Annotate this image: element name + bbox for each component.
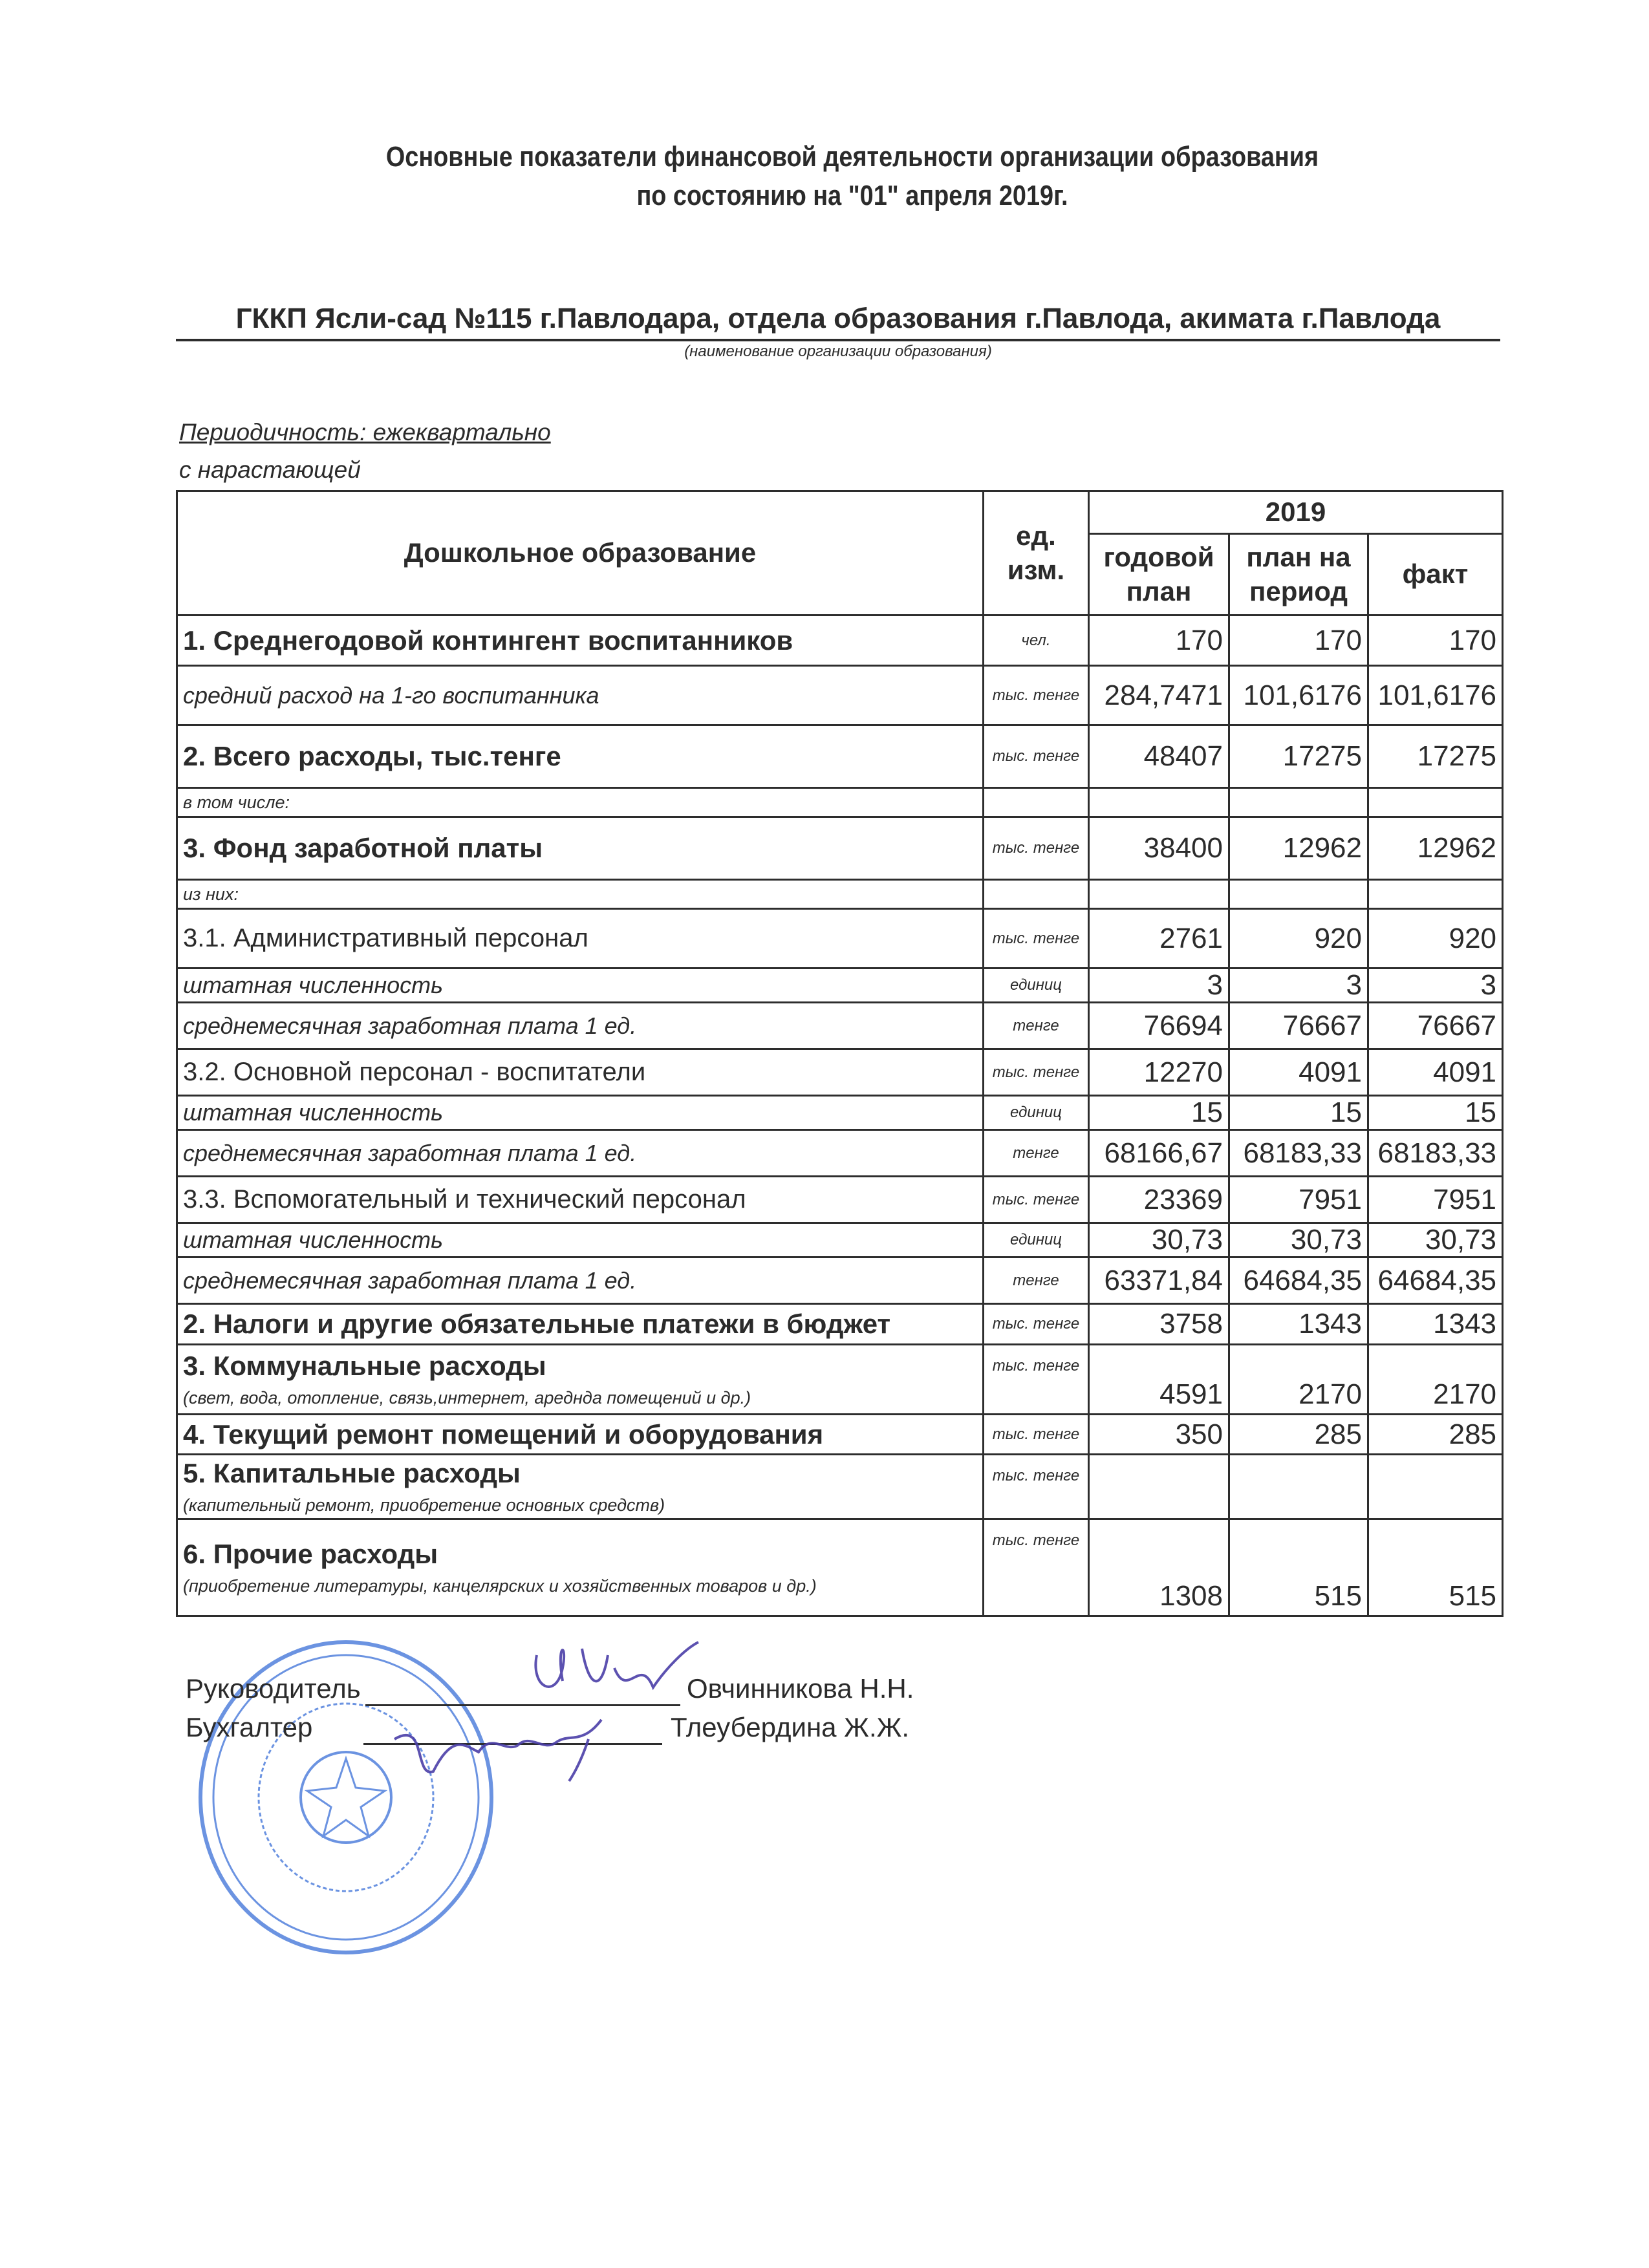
director-role: Руководитель [186, 1673, 361, 1704]
cell-annual-plan: 76694 [1089, 1003, 1229, 1049]
organization-underline [176, 339, 1500, 341]
row-label [177, 1455, 984, 1519]
financial-indicators-table [176, 490, 1503, 1617]
cell-period-plan: 15 [1229, 1096, 1368, 1130]
header-unit: ед. изм. [984, 491, 1089, 615]
cell-actual [1368, 788, 1503, 817]
table-row [177, 725, 1503, 788]
cell-period-plan: 2170 [1229, 1345, 1368, 1415]
cell-actual: 76667 [1368, 1003, 1503, 1049]
row-label [177, 909, 984, 968]
table-row [177, 1223, 1503, 1257]
table-row [177, 1049, 1503, 1096]
row-label-text: среднемесячная заработная плата 1 ед. [183, 1139, 637, 1166]
cell-annual-plan: 15 [1089, 1096, 1229, 1130]
table-row [177, 1455, 1503, 1519]
row-label-text: в том числе: [183, 792, 290, 812]
row-label [177, 1096, 984, 1130]
row-label-text: штатная численность [183, 972, 444, 998]
director-name: Овчинникова Н.Н. [687, 1673, 914, 1704]
header-year: 2019 [1089, 491, 1503, 534]
row-label-text: 5. Капитальные расходы [183, 1458, 521, 1488]
row-label [177, 1003, 984, 1049]
cell-actual: 515 [1368, 1519, 1503, 1616]
cell-annual-plan [1089, 880, 1229, 909]
cell-period-plan: 30,73 [1229, 1223, 1368, 1257]
row-unit [984, 880, 1089, 909]
row-label [177, 968, 984, 1003]
cell-actual: 2170 [1368, 1345, 1503, 1415]
row-unit: тыс. тенге [984, 1519, 1089, 1616]
cell-annual-plan: 30,73 [1089, 1223, 1229, 1257]
cell-period-plan: 7951 [1229, 1177, 1368, 1223]
row-label-text: из них: [183, 884, 239, 904]
row-unit: тенге [984, 1257, 1089, 1304]
row-unit: тенге [984, 1003, 1089, 1049]
accountant-signature-icon [375, 1707, 647, 1784]
row-label [177, 880, 984, 909]
document-title-line-2: по состоянию на "01" апреля 2019г. [636, 180, 1068, 211]
cell-period-plan [1229, 788, 1368, 817]
cell-actual: 101,6176 [1368, 666, 1503, 725]
row-label-text: 2. Всего расходы, тыс.тенге [183, 741, 561, 771]
row-unit: тыс. тенге [984, 666, 1089, 725]
row-label [177, 1519, 984, 1616]
row-label [177, 1304, 984, 1345]
row-unit: тыс. тенге [984, 909, 1089, 968]
row-label-text: 3.1. Административный персонал [183, 924, 588, 952]
cell-actual: 3 [1368, 968, 1503, 1003]
row-sublabel: (приобретение литературы, канцелярских и хозяйственных товаров и др.) [183, 1576, 817, 1596]
cell-period-plan: 101,6176 [1229, 666, 1368, 725]
row-label [177, 1257, 984, 1304]
row-label [177, 1345, 984, 1415]
row-label [177, 666, 984, 725]
table-row [177, 880, 1503, 909]
cell-annual-plan: 38400 [1089, 817, 1229, 880]
header-actual: факт [1368, 534, 1503, 615]
cell-period-plan: 64684,35 [1229, 1257, 1368, 1304]
cell-period-plan: 76667 [1229, 1003, 1368, 1049]
cell-period-plan: 170 [1229, 615, 1368, 666]
table-row [177, 1130, 1503, 1177]
table-row [177, 1304, 1503, 1345]
cell-actual [1368, 1455, 1503, 1519]
table-row [177, 666, 1503, 725]
row-label-text: 1. Среднегодовой контингент воспитанников [183, 625, 793, 656]
row-sublabel: (капительный ремонт, приобретение основных средств) [183, 1495, 665, 1515]
row-label-text: среднемесячная заработная плата 1 ед. [183, 1012, 637, 1039]
table-row [177, 817, 1503, 880]
cell-annual-plan: 63371,84 [1089, 1257, 1229, 1304]
table-row [177, 1519, 1503, 1616]
cell-annual-plan: 48407 [1089, 725, 1229, 788]
periodicity-label: Периодичность: ежеквартально [179, 419, 551, 445]
header-annual-plan: годовой план [1089, 534, 1229, 615]
row-unit: чел. [984, 615, 1089, 666]
row-label-text: штатная численность [183, 1226, 444, 1253]
cell-period-plan [1229, 880, 1368, 909]
cell-period-plan: 4091 [1229, 1049, 1368, 1096]
cell-annual-plan: 1308 [1089, 1519, 1229, 1616]
row-label-text: 3. Коммунальные расходы [183, 1351, 546, 1381]
cell-actual: 920 [1368, 909, 1503, 968]
cell-actual: 15 [1368, 1096, 1503, 1130]
cell-period-plan: 12962 [1229, 817, 1368, 880]
cell-actual [1368, 880, 1503, 909]
row-label [177, 1223, 984, 1257]
row-unit: единиц [984, 1223, 1089, 1257]
table-row [177, 1003, 1503, 1049]
row-label-text: среднемесячная заработная плата 1 ед. [183, 1267, 637, 1294]
table-row [177, 1415, 1503, 1455]
cell-annual-plan: 23369 [1089, 1177, 1229, 1223]
accountant-name: Тлеубердина Ж.Ж. [671, 1712, 910, 1742]
cumulative-label: с нарастающей [179, 456, 361, 483]
cell-actual: 17275 [1368, 725, 1503, 788]
row-unit: тыс. тенге [984, 817, 1089, 880]
row-label-text: 2. Налоги и другие обязательные платежи в бюджет [183, 1309, 891, 1339]
organization-caption: (наименование организации образования) [684, 343, 992, 360]
cell-period-plan [1229, 1455, 1368, 1519]
row-label-text: 3.3. Вспомогательный и технический персонал [183, 1185, 746, 1214]
cell-annual-plan: 68166,67 [1089, 1130, 1229, 1177]
row-label-text: штатная численность [183, 1099, 444, 1126]
cell-period-plan: 515 [1229, 1519, 1368, 1616]
row-unit: тыс. тенге [984, 1415, 1089, 1455]
row-unit [984, 788, 1089, 817]
cell-actual: 68183,33 [1368, 1130, 1503, 1177]
cell-actual: 30,73 [1368, 1223, 1503, 1257]
row-unit: единиц [984, 1096, 1089, 1130]
row-unit: тыс. тенге [984, 725, 1089, 788]
row-label-text: средний расход на 1-го воспитанника [183, 681, 599, 709]
cell-actual: 170 [1368, 615, 1503, 666]
table-row [177, 1177, 1503, 1223]
table-row [177, 909, 1503, 968]
header-category: Дошкольное образование [177, 491, 984, 615]
cell-annual-plan [1089, 788, 1229, 817]
cell-period-plan: 17275 [1229, 725, 1368, 788]
table-row [177, 1257, 1503, 1304]
cell-actual: 12962 [1368, 817, 1503, 880]
cell-annual-plan: 170 [1089, 615, 1229, 666]
row-label-text: 4. Текущий ремонт помещений и оборудования [183, 1418, 824, 1450]
cell-actual: 7951 [1368, 1177, 1503, 1223]
organization-name: ГККП Ясли-сад №115 г.Павлодара, отдела образования г.Павлода, акимата г.Павлода [235, 303, 1441, 334]
cell-period-plan: 1343 [1229, 1304, 1368, 1345]
cell-period-plan: 3 [1229, 968, 1368, 1003]
cell-annual-plan: 3 [1089, 968, 1229, 1003]
row-label-text: 6. Прочие расходы [183, 1539, 438, 1569]
row-unit: тыс. тенге [984, 1177, 1089, 1223]
cell-annual-plan: 3758 [1089, 1304, 1229, 1345]
row-label [177, 1049, 984, 1096]
row-unit: тыс. тенге [984, 1345, 1089, 1415]
cell-period-plan: 68183,33 [1229, 1130, 1368, 1177]
row-label [177, 1415, 984, 1455]
document-title-line-1: Основные показатели финансовой деятельности организации образования [385, 141, 1319, 173]
director-signature-icon [517, 1629, 711, 1713]
cell-actual: 64684,35 [1368, 1257, 1503, 1304]
row-label [177, 615, 984, 666]
table-row [177, 615, 1503, 666]
row-label [177, 1177, 984, 1223]
cell-actual: 4091 [1368, 1049, 1503, 1096]
accountant-role: Бухгалтер [186, 1712, 313, 1742]
cell-actual: 1343 [1368, 1304, 1503, 1345]
table-row [177, 968, 1503, 1003]
cell-annual-plan: 2761 [1089, 909, 1229, 968]
row-unit: тыс. тенге [984, 1455, 1089, 1519]
cell-annual-plan: 12270 [1089, 1049, 1229, 1096]
row-label [177, 725, 984, 788]
row-label [177, 1130, 984, 1177]
row-unit: тыс. тенге [984, 1304, 1089, 1345]
table-row [177, 1096, 1503, 1130]
cell-annual-plan: 350 [1089, 1415, 1229, 1455]
row-unit: единиц [984, 968, 1089, 1003]
cell-period-plan: 285 [1229, 1415, 1368, 1455]
row-unit: тенге [984, 1130, 1089, 1177]
cell-annual-plan: 4591 [1089, 1345, 1229, 1415]
cell-annual-plan: 284,7471 [1089, 666, 1229, 725]
row-label [177, 817, 984, 880]
table-row [177, 788, 1503, 817]
row-label [177, 788, 984, 817]
cell-actual: 285 [1368, 1415, 1503, 1455]
table-body [177, 615, 1503, 1616]
cell-period-plan: 920 [1229, 909, 1368, 968]
row-label-text: 3.2. Основной персонал - воспитатели [183, 1058, 646, 1086]
header-period-plan: план на период [1229, 534, 1368, 615]
cell-annual-plan [1089, 1455, 1229, 1519]
row-label-text: 3. Фонд заработной платы [183, 833, 543, 863]
row-sublabel: (свет, вода, отопление, связь,интернет, аредндa помещений и др.) [183, 1388, 751, 1407]
table-row [177, 1345, 1503, 1415]
row-unit: тыс. тенге [984, 1049, 1089, 1096]
